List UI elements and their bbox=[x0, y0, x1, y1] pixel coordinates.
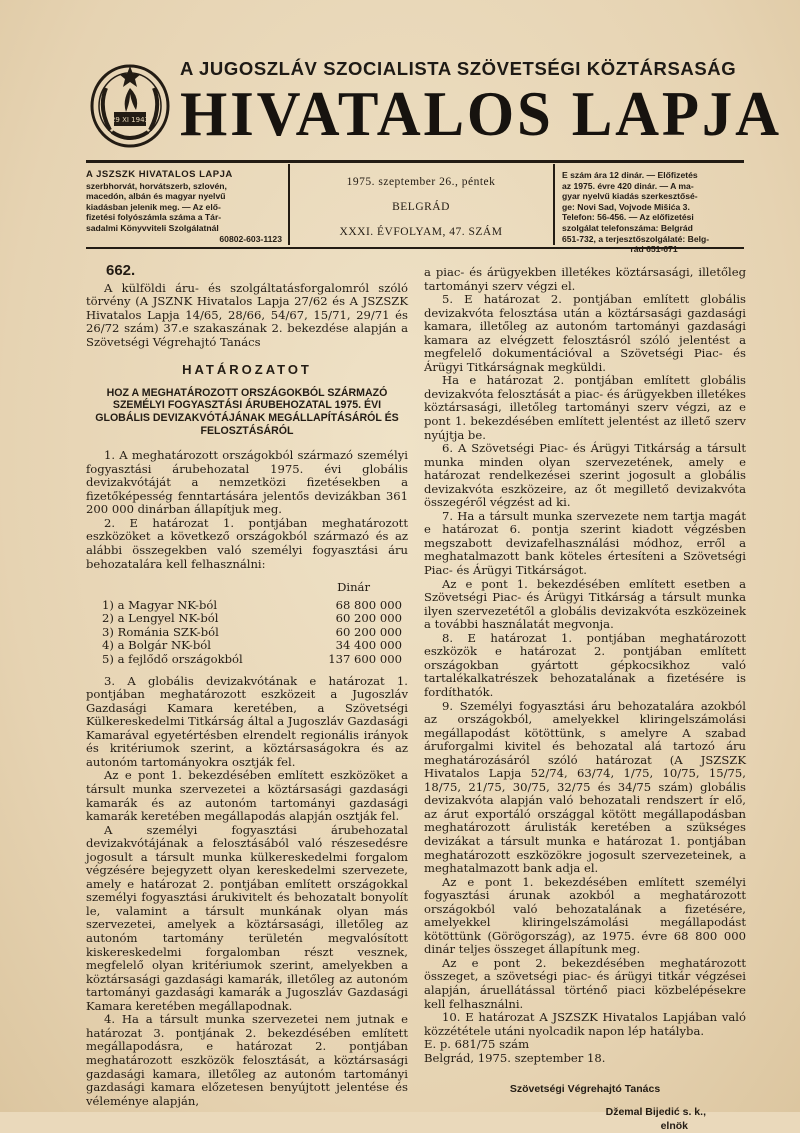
decision-heading: HATÁROZATOT bbox=[182, 362, 312, 378]
price-info-line: az 1975. évre 420 dinár. — A ma- bbox=[562, 180, 694, 191]
publication-info-line: 60802-603-1123 bbox=[219, 233, 282, 244]
header-divider-right bbox=[553, 164, 555, 245]
allocation-amount: 68 800 000 bbox=[335, 597, 402, 612]
paragraph: 4. Ha a társult munka szervezetei nem jutnak e határozat 3. pontjának 2. bekezdésében említett megállapodásra, e határozat 2. pontjában meghatározott eszközök felosztását, a köztársasági gazdasági kamara, illetőleg az autonóm tartományi gazdasági kamara előzetesen benyújtott jelentése és véleménye alapján, bbox=[86, 1012, 408, 1108]
price-info bbox=[562, 170, 746, 255]
emblem-date: 29 XI 1943 bbox=[110, 116, 150, 124]
issue-date: 1975. szeptember 26., péntek bbox=[346, 176, 496, 188]
allocation-amount: 60 200 000 bbox=[335, 624, 402, 639]
publication-info-line: szerbhorvát, horvátszerb, szlovén, bbox=[86, 180, 227, 191]
price-info-line: Telefon: 56-456. — Az előfizetési bbox=[562, 212, 694, 223]
issue-info bbox=[296, 170, 546, 245]
price-info-line: gyar nyelvű kiadás szerkesztősé- bbox=[562, 191, 698, 202]
paragraph: 3. A globális devizakvótának e határozat 1. pontjában meghatározott eszközeit a Jugoszláv Gazdasági Kamara keretében, a Szövetségi Külkereskedelmi Titkárság által a Jugoszláv Gazdasági Kamarával egyetértésben elrendelt regionális irányok és kritériumok szerint, a köztársaságokra és az autonóm tartományokra osztják fel. bbox=[86, 673, 408, 769]
paragraph: 7. Ha a társult munka szervezete nem tartja magát e határozat 6. pontja szerint kiadott végzésben megszabott devizafelhasználási módhoz, erről a meghatalmazott bank köteles értesíteni a Szövetségi Piac- és Árügyi Titkárságot. bbox=[424, 508, 746, 578]
allocation-amount: 137 600 000 bbox=[328, 652, 402, 667]
issue-volume: XXXI. ÉVFOLYAM, 47. SZÁM bbox=[339, 226, 503, 238]
preamble: A külföldi áru- és szolgáltatásforgalomról szóló törvény (A JSZNK Hivatalos Lapja 27/62 és A JSZSZK Hivatalos Lapja 14/65, 28/66, 54/67, 15/71, 29/71 és 26/72 szám) 37.e szakaszának 2. bekezdése alapján a Szövetségi Végrehajtó Tanács bbox=[86, 280, 408, 349]
allocation-row bbox=[86, 653, 408, 667]
publication-info bbox=[86, 170, 282, 244]
signatory-name: Džemal Bijedić s. k., bbox=[605, 1105, 706, 1118]
paragraph: 5. E határozat 2. pontjában említett globális devizakvóta felosztása után a köztársasági gazdasági kamara, illetőleg az autonóm tartományi gazdasági kamara az elvégzett felosztásról szóló jelentést a megfelelő dokumentációval a Szövetségi Piac- és Árügyi Titkárságnak megküldi. bbox=[424, 292, 746, 374]
allocation-header: Dinár bbox=[337, 580, 370, 595]
right-column bbox=[424, 266, 746, 1133]
allocation-row bbox=[86, 612, 408, 626]
act-number: 662. bbox=[106, 262, 136, 279]
reference-number: E. p. 681/75 szám bbox=[424, 1037, 530, 1052]
paragraph: Ha e határozat 2. pontjában említett globális devizakvóta felosztását a piac- és árügyekben illetékes köztársasági, illetőleg tartományi szerv végzi, az e pont 1. bekezdésében említett jelentést az illető szerv nyújtja be. bbox=[424, 373, 746, 442]
allocation-amount: 60 200 000 bbox=[335, 611, 402, 626]
publication-info-line: sadalmi Könyvviteli Szolgálatnál bbox=[86, 222, 219, 233]
allocation-row bbox=[86, 626, 408, 640]
publication-title: HIVATALOS LAPJA bbox=[180, 78, 782, 149]
allocation-country: 3) Románia SZK-ból bbox=[102, 624, 219, 639]
price-info-line: szolgálat telefonszáma: Belgrád bbox=[562, 222, 693, 233]
allocation-country: 4) a Bolgár NK-ból bbox=[102, 638, 211, 653]
paragraph: 9. Személyi fogyasztási áru behozatalára azokból az országokból, amelyekkel kliringelszámolási megállapodást kötöttünk, s amelyre A szabad áruforgalmi kivitel és behozatal alá tartozó áru meghatározásáról szóló határozat (A JSZSZK Hivatalos Lapja 52/74, 63/74, 1/75, 10/75, 15/75, 18/75, 21/75, 30/75, 32/75 és 34/75 szám) globális devizakvóta alapján való behozatali rendszert ír elő, az árut exportáló országgal kötött megállapodásban meghatározott árulisták keretében a szükséges devizákat a társult munka e határozat 1. pontjában meghatározott eszközökre jogosult szervezeteinek, a meghatalmazott bank adja el. bbox=[424, 698, 746, 876]
price-info-line: 651-732, a terjesztőszolgálaté: Belg- bbox=[562, 233, 710, 244]
price-info-line: ge: Novi Sad, Vojvode Mišića 3. bbox=[562, 201, 690, 212]
paragraph: 8. E határozat 1. pontjában meghatározott eszközök e határozat 2. pontjában említett országokban gyártott gépkocsikhoz való tartalékalkatrészek behozatalának a fizetésére is fordíthatók. bbox=[424, 630, 746, 699]
issue-place-date: Belgrád, 1975. szeptember 18. bbox=[424, 1050, 606, 1065]
paragraph: Az e pont 1. bekezdésében említett eszközöket a társult munka szervezetei a köztársasági gazdasági kamarák és az autonóm tartományi gazdasági kamarák keretében megállapodás alapján osztják fel. bbox=[86, 768, 408, 824]
price-info-line: rád 651-671 bbox=[630, 244, 678, 255]
paragraph: Az e pont 1. bekezdésében említett személyi fogyasztási árunak azokból a meghatározott országokból való behozatalának a fizetésére, amelyekkel kliringelszámolási megállapodást kötöttünk (Görögország), az 1975. évre 68 800 000 dinár teljes összeget állapítunk meg. bbox=[424, 874, 746, 957]
header-divider-left bbox=[288, 164, 290, 245]
publication-info-line: fizetési folyószámla száma a Tár- bbox=[86, 212, 222, 223]
decision-subtitle: HOZ A MEGHATÁROZOTT ORSZÁGOKBÓL SZÁRMAZÓ SZEMÉLYI FOGYASZTÁSI ÁRUBEHOZATAL 1975. ÉVI GLOBÁLIS DEVIZAKVÓTÁJÁNAK MEGÁLLAPÍTÁSÁRÓL ÉS FELOSZTÁSÁRÓL bbox=[95, 386, 399, 437]
allocation-amount: 34 400 000 bbox=[335, 638, 402, 653]
state-emblem-icon bbox=[88, 58, 172, 150]
paragraph: 6. A Szövetségi Piac- és Árügyi Titkárság a társult munka minden olyan szervezetének, amely e határozat rendelkezései szerint jogosult a globális devizakvóta eszközeire, az őt megillető devizakvóta összegéről végzést ad ki. bbox=[424, 441, 746, 510]
signatory-role: elnök bbox=[660, 1119, 688, 1132]
paragraph: 1. A meghatározott országokból származó személyi fogyasztási árubehozatal 1975. évi globális devizakvótáját a nemzetközi fizetésekben a fizetőképesség fenntartására jelentős devizákban 361 200 000 dinárban állapítjuk meg. bbox=[86, 448, 408, 517]
header-top-rule bbox=[86, 160, 744, 163]
publication-info-line: kiadásban jelenik meg. — Az elő- bbox=[86, 201, 221, 212]
republic-name: A JUGOSZLÁV SZOCIALISTA SZÖVETSÉGI KÖZTÁRSASÁG bbox=[180, 58, 737, 79]
allocation-country: 5) a fejlődő országokból bbox=[102, 652, 243, 667]
signing-body: Szövetségi Végrehajtó Tanács bbox=[509, 1083, 661, 1096]
paragraph: 2. E határozat 1. pontjában meghatározott eszközöket a következő országokból származó és az alábbi összegekben való személyi fogyasztási áru behozatalára kell felhasználni: bbox=[86, 515, 408, 571]
allocation-row bbox=[86, 599, 408, 613]
publication-info-title: A JSZSZK HIVATALOS LAPJA bbox=[86, 169, 233, 180]
allocation-country: 2) a Lengyel NK-ból bbox=[102, 611, 219, 626]
publication-info-line: macedón, albán és magyar nyelvű bbox=[86, 191, 226, 202]
allocation-country: 1) a Magyar NK-ból bbox=[102, 597, 218, 612]
paragraph: A személyi fogyasztási árubehozatal devizakvótájának a felosztásából való részesedésre jogosult a társult munka külkereskedelmi forgalom végzésére bejegyzett olyan kereskedelmi szervezete, amely e határozat 2. pontjában említett országokkal személyi fogyasztási árukivitelt és behozatalt bonyolít le, valamint a társult munkának olyan más szervezetei, amelyek a köztársasági, illetőleg az autonóm tartomány területén megvalósított kiskereskedelmi forgalomban részt vesznek, megfelelő olyan kritériumok szerint, amelyekben a köztársasági gazdasági kamarák, illetőleg az autonóm tartományi gazdasági kamarák a Jugoszláv Gazdasági Kamara keretében megállapodnak. bbox=[86, 822, 408, 1013]
paragraph: a piac- és árügyekben illetékes köztársasági, illetőleg tartományi szerv végzi el. bbox=[424, 265, 746, 293]
issue-place: BELGRÁD bbox=[392, 201, 450, 213]
left-column bbox=[86, 264, 408, 1108]
price-info-line: E szám ára 12 dinár. — Előfizetés bbox=[562, 170, 698, 180]
paragraph: 10. E határozat A JSZSZK Hivatalos Lapjában való közzététele utáni nyolcadik napon lép hatályba. bbox=[424, 1010, 746, 1038]
paragraph: Az e pont 2. bekezdésében meghatározott összeget, a szövetségi piac- és árügyi titkár végzései alapján, áruellátással történő piaci közbelépésekre kell felhasználni. bbox=[424, 955, 746, 1011]
allocation-row bbox=[86, 639, 408, 653]
allocation-table bbox=[86, 599, 408, 667]
paragraph: Az e pont 1. bekezdésében említett esetben a Szövetségi Piac- és Árügyi Titkárság a társult munka ilyen szervezetétől a globális devizakvóta eszközeinek a további használatát megvonja. bbox=[424, 576, 746, 632]
